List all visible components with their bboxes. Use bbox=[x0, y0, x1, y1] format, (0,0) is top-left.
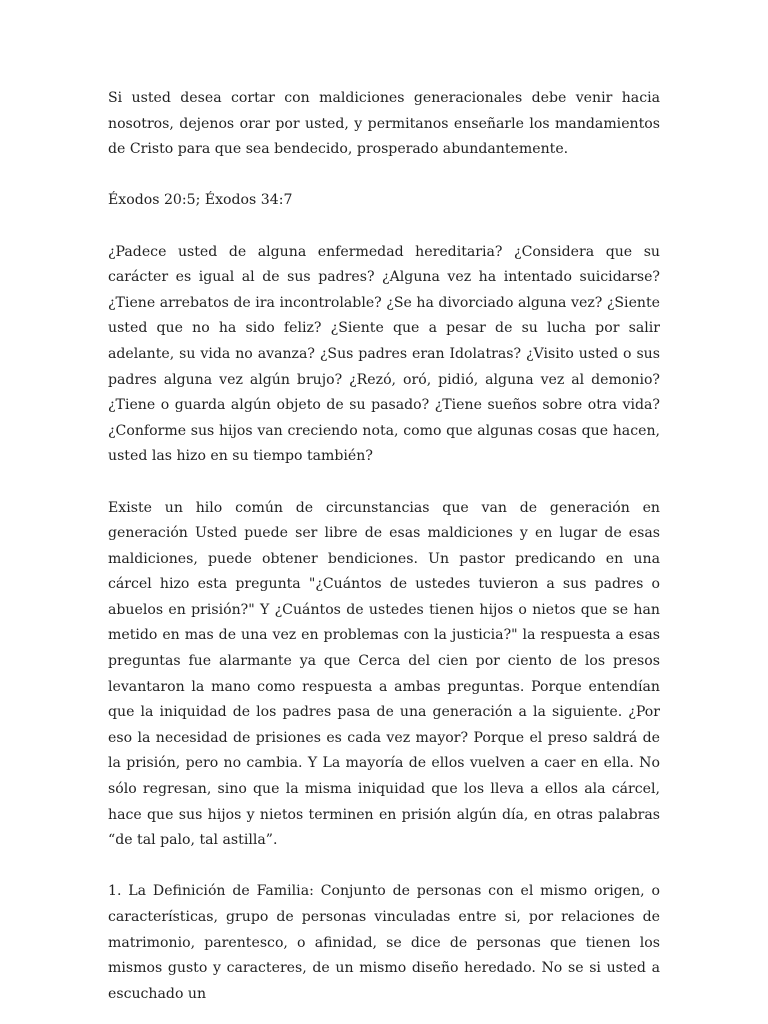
paragraph-questions: ¿Padece usted de alguna enfermedad hereditaria? ¿Considera que su carácter es igual al de sus padres? ¿Alguna vez ha intentado suicidarse? ¿Tiene arrebatos de ira incontrolable? ¿Se ha divorciado alguna vez? ¿Siente usted que no ha sido feliz? ¿Siente que a pesar de su lucha por salir adelante, su vida no avanza? ¿Sus padres eran Idolatras? ¿Visito usted o sus padres alguna vez algún brujo? ¿Rezó, oró, pidió, alguna vez al demonio? ¿Tiene o guarda algún objeto de su pasado? ¿Tiene sueños sobre otra vida? ¿Conforme sus hijos van creciendo nota, como que algunas cosas que hacen, usted las hizo en su tiempo también? bbox=[108, 243, 660, 465]
paragraph-intro: Si usted desea cortar con maldiciones generacionales debe venir hacia nosotros, dejenos orar por usted, y permitanos enseñarle los mandamientos de Cristo para que sea bendecido, prosperado abundantemente. bbox=[108, 90, 660, 158]
paragraph-scripture-reference: Éxodos 20:5; Éxodos 34:7 bbox=[108, 192, 293, 209]
paragraph-family-definition: 1. La Definición de Familia: Conjunto de personas con el mismo origen, o características, grupo de personas vinculadas entre si, por relaciones de matrimonio, parentesco, o afinidad, se dice de personas que tienen los mismos gusto y caracteres, de un mismo diseño heredado. No se si usted a escuchado un bbox=[108, 883, 660, 1002]
document-page bbox=[108, 86, 660, 1007]
paragraph-generational-thread: Existe un hilo común de circunstancias que van de generación en generación Usted puede ser libre de esas maldiciones y en lugar de esas maldiciones, puede obtener bendiciones. Un pastor predicando en una cárcel hizo esta pregunta "¿Cuántos de ustedes tuvieron a sus padres o abuelos en prisión?" Y ¿Cuántos de ustedes tienen hijos o nietos que se han metido en mas de una vez en problemas con la justicia?" la respuesta a esas preguntas fue alarmante ya que Cerca del cien por ciento de los presos levantaron la mano como respuesta a ambas preguntas. Porque entendían que la iniquidad de los padres pasa de una generación a la siguiente. ¿Por eso la necesidad de prisiones es cada vez mayor? Porque el preso saldrá de la prisión, pero no cambia. Y La mayoría de ellos vuelven a caer en ella. No sólo regresan, sino que la misma iniquidad que los lleva a ellos ala cárcel, hace que sus hijos y nietos terminen en prisión algún día, en otras palabras “de tal palo, tal astilla”. bbox=[108, 499, 660, 849]
